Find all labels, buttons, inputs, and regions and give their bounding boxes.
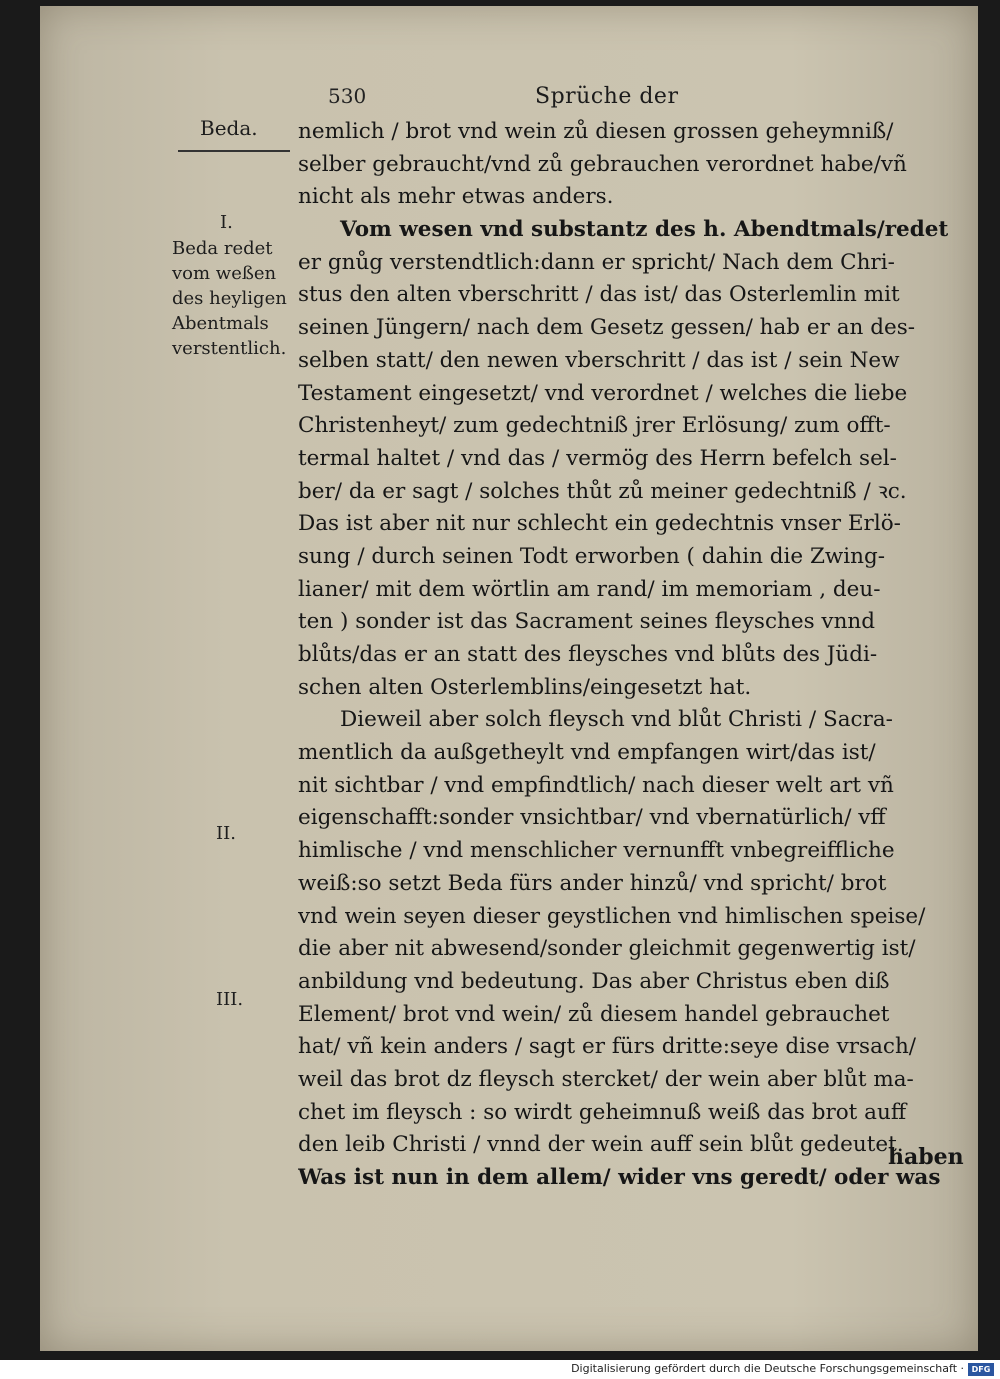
catchword: haben (888, 1144, 964, 1170)
text-line: weiß:so setzt Beda fürs ander hinzů/ vnd spricht/ brot (298, 870, 887, 896)
text-line: weil das brot dz fleysch stercket/ der wein aber blůt ma- (298, 1066, 914, 1092)
text-line: die aber nit abwesend/sonder gleichmit gegenwertig ist/ (298, 936, 916, 962)
page-number: 530 (328, 84, 367, 108)
dfg-logo-icon: DFG (968, 1363, 994, 1376)
margin-author: Beda. (200, 116, 258, 140)
margin-note-line: Beda redet (172, 238, 273, 259)
margin-note-line: Abentmals (172, 313, 269, 334)
text-line: ten ) sonder ist das Sacrament seines fleysches vnnd (298, 609, 876, 635)
text-line: selber gebraucht/vnd zů gebrauchen verordnet habe/vñ (298, 151, 907, 177)
text-line: Christenheyt/ zum gedechtniß jrer Erlösung/ zum offt- (298, 413, 891, 439)
text-line: seinen Jüngern/ nach dem Gesetz gessen/ hab er an des- (298, 315, 916, 341)
text-line: Was ist nun in dem allem/ wider vns geredt/ oder was (298, 1165, 941, 1190)
running-title: Sprüche der (535, 84, 679, 109)
text-line: nit sichtbar / vnd empfindtlich/ nach dieser welt art vñ (298, 772, 894, 798)
text-line: anbildung vnd bedeutung. Das aber Christus eben diß (298, 968, 890, 994)
text-line: nemlich / brot vnd wein zů diesen grossen geheymniß/ (298, 119, 894, 144)
margin-rule (178, 150, 290, 152)
text-line: Element/ brot vnd wein/ zů diesem handel gebrauchet (298, 1001, 890, 1027)
page-header (40, 84, 978, 114)
text-line: den leib Christi / vnnd der wein auff sein blůt gedeutet. (298, 1132, 904, 1158)
margin-number-2: II. (216, 823, 236, 844)
text-line: mentlich da außgetheylt vnd empfangen wirt/das ist/ (298, 740, 876, 766)
text-line: stus den alten vberschritt / das ist/ das Osterlemlin mit (298, 282, 900, 308)
footer-bar (0, 1360, 1000, 1379)
text-line: vnd wein seyen dieser geystlichen vnd himlischen speise/ (298, 903, 926, 929)
margin-note-line: des heyligen (172, 288, 287, 309)
scanned-page (40, 6, 978, 1351)
text-line: ber/ da er sagt / solches thůt zů meiner gedechtniß / ꝛc. (298, 478, 907, 504)
text-line: er gnůg verstendtlich:dann er spricht/ Nach dem Chri- (298, 249, 895, 275)
margin-note (172, 236, 287, 361)
text-line: himlische / vnd menschlicher vernunfft vnbegreiffliche (298, 838, 895, 864)
body-text (298, 116, 948, 1195)
text-line: Dieweil aber solch fleysch vnd blůt Christi / Sacra- (340, 707, 893, 733)
text-line: blůts/das er an statt des fleysches vnd blůts des Jüdi- (298, 642, 878, 667)
margin-number-3: III. (216, 989, 244, 1010)
margin-number-1: I. (220, 212, 233, 233)
text-line: Testament eingesetzt/ vnd verordnet / welches die liebe (298, 380, 908, 406)
text-line: nicht als mehr etwas anders. (298, 184, 614, 210)
text-line: eigenschafft:sonder vnsichtbar/ vnd vbernatürlich/ vff (298, 805, 886, 831)
text-line: sung / durch seinen Todt erworben ( dahin die Zwing- (298, 543, 886, 569)
text-line: Das ist aber nit nur schlecht ein gedechtnis vnser Erlö- (298, 511, 901, 537)
funding-notice: Digitalisierung gefördert durch die Deutsche Forschungsgemeinschaft · (571, 1362, 964, 1375)
margin-note-line: vom weßen (172, 263, 277, 284)
margin-note-line: verstentlich. (172, 338, 287, 359)
text-line: selben statt/ den newen vberschritt / das ist / sein New (298, 347, 900, 373)
text-line: chet im fleysch : so wirdt geheimnuß weiß das brot auff (298, 1099, 907, 1125)
text-line: schen alten Osterlemblins/eingesetzt hat. (298, 674, 752, 700)
text-line: termal haltet / vnd das / vermög des Herrn befelch sel- (298, 445, 897, 471)
text-line: lianer/ mit dem wörtlin am rand/ im memoriam , deu- (298, 576, 881, 602)
text-line: hat/ vñ kein anders / sagt er fürs dritte:seye dise vrsach/ (298, 1034, 917, 1060)
text-line: Vom wesen vnd substantz des h. Abendtmals/redet (340, 217, 948, 243)
